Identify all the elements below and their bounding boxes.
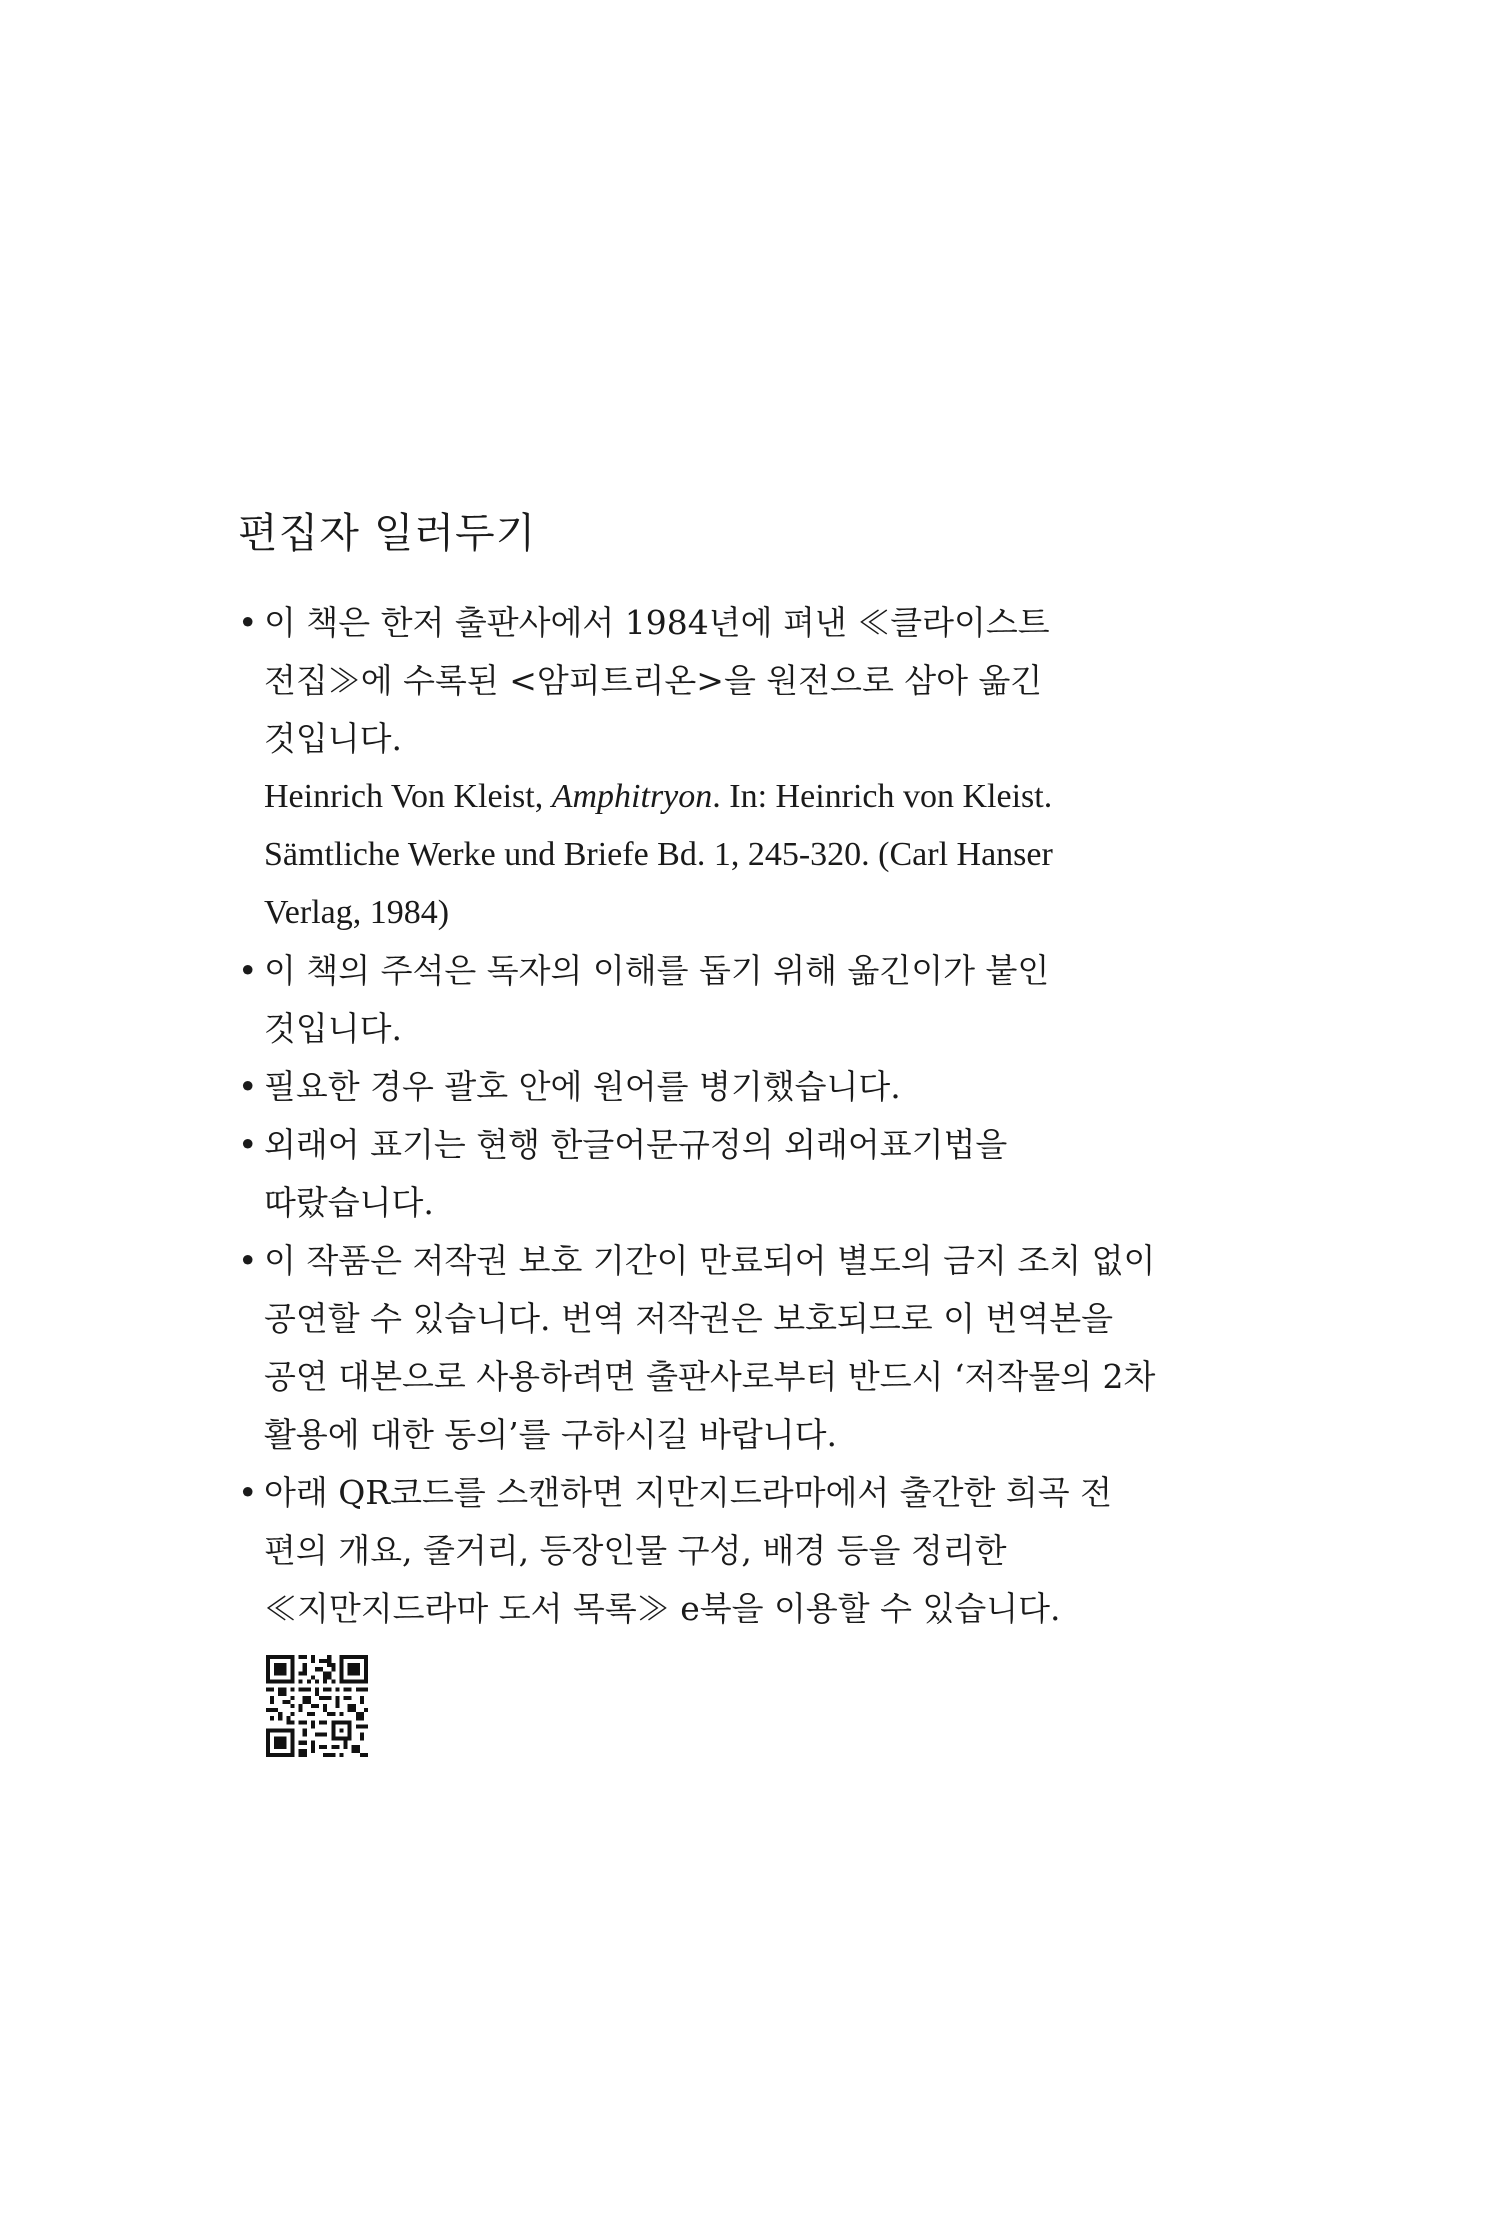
note-line: • 이 책은 한저 출판사에서 1984년에 펴낸 ≪클라이스트 xyxy=(264,603,1050,642)
citation-rest: . In: Heinrich von Kleist. xyxy=(712,778,1053,815)
note-item-qr-catalog xyxy=(238,1464,1238,1638)
note-line: 것입니다. xyxy=(264,1009,403,1048)
note-line: • 필요한 경우 괄호 안에 원어를 병기했습니다. xyxy=(264,1067,901,1106)
note-line: • 외래어 표기는 현행 한글어문규정의 외래어표기법을 xyxy=(264,1125,1008,1164)
page-title: 편집자 일러두기 xyxy=(238,509,537,557)
note-line: • 이 책의 주석은 독자의 이해를 돕기 위해 옮긴이가 붙인 xyxy=(264,951,1050,990)
note-item-copyright xyxy=(238,1232,1238,1464)
qr-code-icon[interactable] xyxy=(266,1655,368,1757)
citation-author: Heinrich Von Kleist, xyxy=(264,778,552,815)
note-line: 것입니다. xyxy=(264,719,403,758)
note-line: 공연할 수 있습니다. 번역 저작권은 보호되므로 이 번역본을 xyxy=(264,1299,1113,1338)
note-item-annotations xyxy=(238,942,1238,1058)
notes-list xyxy=(238,594,1238,1638)
note-line: • 이 작품은 저작권 보호 기간이 만료되어 별도의 금지 조치 없이 xyxy=(264,1241,1156,1280)
note-line: 편의 개요, 줄거리, 등장인물 구성, 배경 등을 정리한 xyxy=(264,1531,1007,1570)
citation-line: Verlag, 1984) xyxy=(264,894,450,931)
note-line: 공연 대본으로 사용하려면 출판사로부터 반드시 ‘저작물의 2차 xyxy=(264,1357,1156,1396)
note-line: 활용에 대한 동의’를 구하시길 바랍니다. xyxy=(264,1415,837,1454)
note-line: 전집≫에 수록된 <암피트리온>을 원전으로 삼아 옮긴 xyxy=(264,661,1043,700)
note-item-loanword-notation xyxy=(238,1116,1238,1232)
note-line: 따랐습니다. xyxy=(264,1183,434,1222)
note-line: • 아래 QR코드를 스캔하면 지만지드라마에서 출간한 희곡 전 xyxy=(264,1473,1113,1512)
note-line: ≪지만지드라마 도서 목록≫ e북을 이용할 수 있습니다. xyxy=(264,1589,1061,1628)
citation-line: Sämtliche Werke und Briefe Bd. 1, 245-320. (Carl Hanser xyxy=(264,836,1053,873)
citation-title: Amphitryon xyxy=(551,778,713,815)
source-citation xyxy=(264,768,1238,942)
note-item-original-terms xyxy=(238,1058,1238,1116)
note-item-source xyxy=(238,594,1238,942)
citation-line xyxy=(264,768,1238,826)
